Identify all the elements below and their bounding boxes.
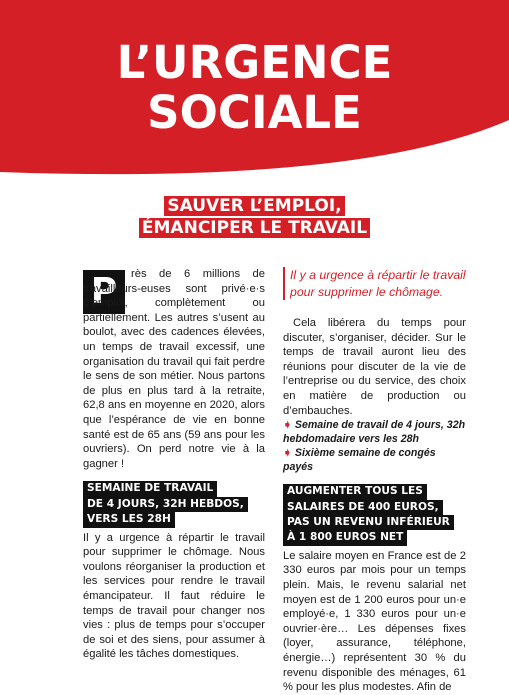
- page-title-line1: L’URGENCE: [116, 36, 393, 89]
- section-heading-work-week: SEMAINE DE TRAVAIL DE 4 JOURS, 32H HEBDOS, VERS LES 28H: [83, 481, 265, 527]
- free-time-paragraph: Cela libérera du temps pour discuter, s’organiser, décider. Sur le temps de travail auront lieu des réunions pour discuter de la vie de l’entreprise ou du service, des choix en matière de production ou d’embauches.: [283, 317, 466, 417]
- drop-cap: P: [83, 270, 125, 314]
- section-heading-salaries: AUGMENTER TOUS LES SALAIRES DE 400 EUROS, PAS UN REVENU INFÉRIEUR À 1 800 EUROS NET: [283, 484, 466, 546]
- subtitle-line1: SAUVER L’EMPLOI,: [0, 196, 509, 217]
- subtitle-line2: ÉMANCIPER LE TRAVAIL: [0, 218, 509, 239]
- bullet-item: ➧ Sixième semaine de congés payés: [283, 447, 436, 474]
- work-week-paragraph: Il y a urgence à répartir le travail pour supprimer le chômage. Nous voulons réorganiser la production et les services pour rendre le travail émancipateur. Il faut réduire le temps de travail pour changer nos vies : plus de temps pour s’occuper de soi et des siens, pour assumer à égalité les tâches domestiques.: [83, 531, 265, 661]
- intro-paragraph: rès de 6 millions de travailleurs-euses sont privé·e·s d’emploi, complètement ou partiellement. Les autres s’usent au boulot, avec des cadences élevées, un temps de travail excessif, une organisation du travail qui fait perdre le sens de son métier. Nous partons de plus en plus tard à la retraite, 62,8 ans en moyenne en 2020, alors que l’espérance de vie en bonne santé est de 65 ans (59 ans pour les ouvriers). On perd notre vie à la gagner !: [83, 268, 265, 470]
- arrow-icon: ➧: [283, 419, 292, 432]
- arrow-icon: ➧: [283, 447, 292, 460]
- column-left: [83, 267, 265, 662]
- salary-paragraph: Le salaire moyen en France est de 2 330 euros par mois pour un temps plein. Mais, le revenu salarial net moyen est de 1 200 euros pour un·e employé·e, 1 330 euros pour un·e ouvrier·ère… Les dépenses fixes (loyer, assurance, téléphone, énergie…) représentent 30 % du revenu disponible des ménages, 61 % pour les plus modestes. Afin de: [283, 549, 466, 694]
- page-title-line2: SOCIALE: [147, 86, 362, 139]
- pull-quote: Il y a urgence à répartir le travail pour supprimer le chômage.: [283, 267, 466, 300]
- column-right: [283, 267, 466, 695]
- bullet-item: ➧ Semaine de travail de 4 jours, 32h hebdomadaire vers les 28h: [283, 419, 466, 446]
